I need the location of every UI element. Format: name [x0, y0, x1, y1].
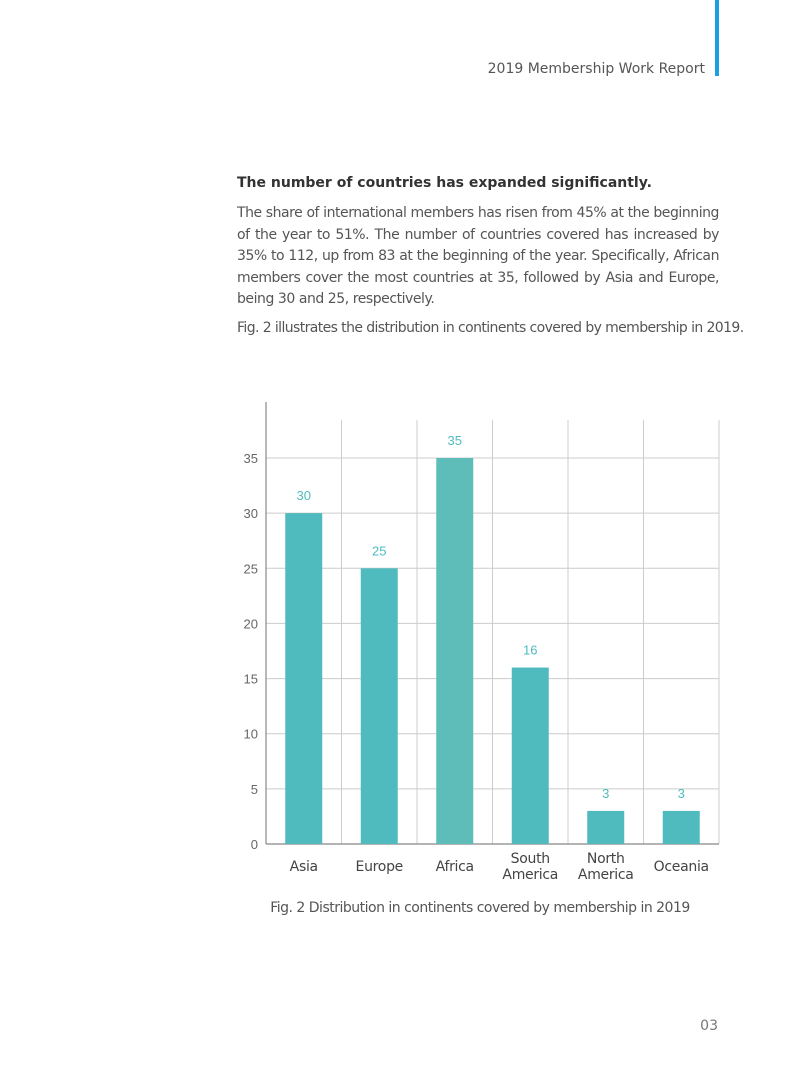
header-title: 2019 Membership Work Report [487, 61, 705, 77]
bar-data-label: 16 [523, 642, 538, 658]
y-tick-label: 20 [243, 616, 258, 632]
section-heading: The number of countries has expanded significantly. [237, 175, 652, 191]
figure-caption: Fig. 2 Distribution in continents covered by membership in 2019 [270, 900, 690, 916]
bar-data-label: 3 [677, 785, 685, 801]
y-tick-label: 25 [243, 561, 258, 577]
y-tick-label: 5 [250, 781, 258, 797]
y-tick-label: 35 [243, 451, 258, 466]
y-tick-label: 15 [243, 671, 258, 687]
bar [512, 668, 549, 844]
figure-intro-paragraph: Fig. 2 illustrates the distribution in continents covered by membership in 2019. [237, 319, 744, 336]
page-number: 03 [700, 1018, 718, 1034]
bar [285, 513, 322, 844]
body-paragraph: The share of international members has risen from 45% at the beginning of the year to 51%. The number of countries covered has increased by 35% to 112, up from 83 at the beginning of the year. Specifically, African members cover the most countries at 35, followed by Asia and Europe, being 30 and 25, respectively. [237, 205, 719, 307]
bar-data-label: 3 [602, 785, 610, 801]
y-tick-label: 30 [243, 506, 258, 522]
x-tick-label: Africa [435, 859, 474, 875]
bar [436, 458, 473, 844]
x-tick-label: Asia [289, 859, 318, 875]
bar-data-label: 30 [296, 488, 311, 504]
x-tick-label: Oceania [653, 859, 709, 875]
y-tick-label: 0 [250, 837, 258, 852]
y-tick-label: 10 [243, 726, 258, 742]
bar [663, 811, 700, 844]
x-tick-label: America [577, 867, 634, 883]
x-tick-label: North [586, 851, 625, 867]
bar [587, 811, 624, 844]
bar-data-label: 35 [447, 433, 462, 448]
x-tick-label: Europe [355, 859, 403, 875]
bar [361, 568, 398, 844]
bar-data-label: 25 [372, 543, 387, 559]
x-tick-label: America [502, 867, 559, 883]
x-tick-label: South [510, 851, 550, 867]
